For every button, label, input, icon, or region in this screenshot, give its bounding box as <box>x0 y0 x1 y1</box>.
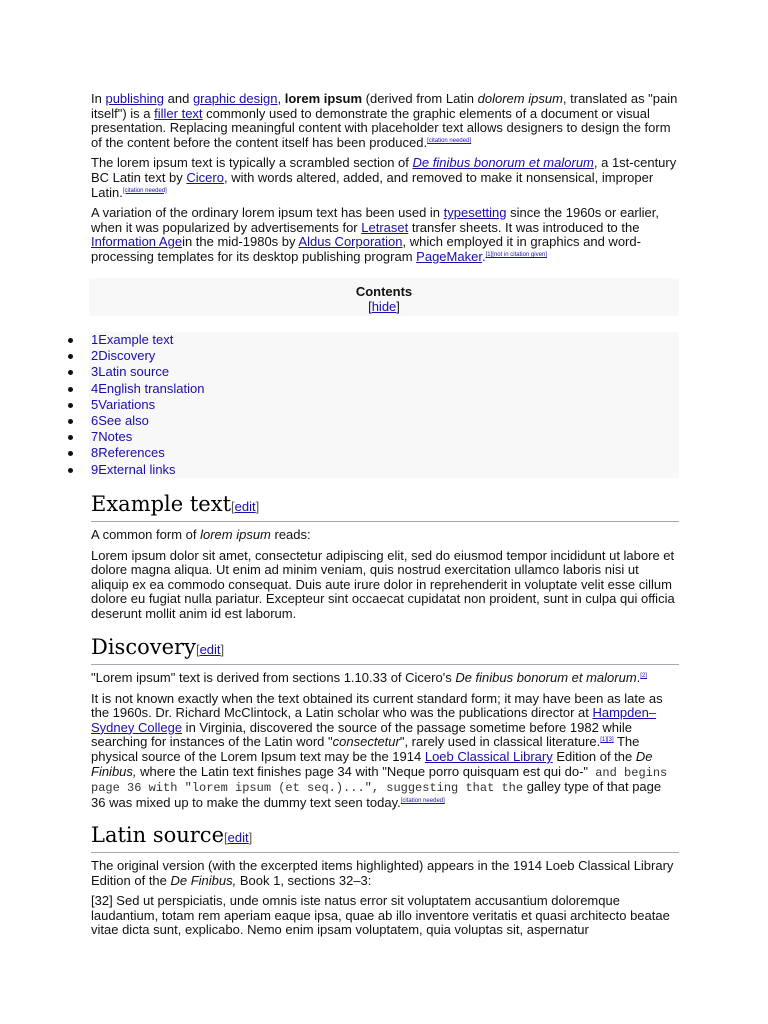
italic-term: lorem ipsum <box>200 527 271 542</box>
toc-number: 4 <box>91 380 99 396</box>
text: The lorem ipsum text is typically a scrambled section of <box>91 155 413 171</box>
heading-text: Example text <box>91 492 232 516</box>
toc-item[interactable] <box>89 364 679 380</box>
italic-term: dolorem ipsum <box>477 91 563 106</box>
text: , which employed it in graphics and word-processing templates for its desktop publishing program <box>91 234 641 264</box>
text: where the Latin text finishes page 34 with "Neque porro quisquam est qui do-" <box>136 763 589 779</box>
edit-control <box>224 830 252 845</box>
text: in Virginia, discovered the source of the passage sometime before 1982 while searching for instances of the Latin word " <box>91 719 633 750</box>
toc-item[interactable] <box>89 332 679 348</box>
toc-label[interactable]: Variations <box>98 396 156 412</box>
section-heading <box>91 822 679 853</box>
bracket: [ <box>368 299 372 314</box>
text: , with words altered, added, and removed to make it nonsensical, improper Latin. <box>91 169 654 200</box>
italic-term: De Finibus, <box>91 748 653 779</box>
toc-title: Contents <box>355 284 413 299</box>
link-loeb-classical-library[interactable]: Loeb Classical Library <box>424 748 553 764</box>
text: commonly used to demonstrate the graphic elements of a document or visual presentation. Replacing meaningful content with placeholder text allows designers to design the form of the content before the content itself has been produced. <box>91 105 671 150</box>
bracket: ] <box>220 642 225 657</box>
link-graphic-design[interactable]: graphic design <box>192 91 278 106</box>
text: transfer sheets. It was introduced to the <box>408 219 640 235</box>
edit-control <box>231 499 259 514</box>
toc-item[interactable] <box>89 445 679 461</box>
not-in-citation-link[interactable]: [not in citation given] <box>492 251 547 258</box>
text: reads: <box>270 527 311 542</box>
text: , a 1st-century BC Latin text by <box>91 155 677 185</box>
text: The physical source of the Lorem Ipsum text may be the 1914 <box>91 734 640 764</box>
text: It is not known exactly when the text obtained its current standard form; it may have been as late as the 1960s. Dr. Richard McClintock, a Latin scholar who was the publications director at <box>91 690 663 721</box>
text: galley type of that page 36 was mixed up to make the dummy text seen today. <box>91 779 662 810</box>
text: A common form of <box>91 527 201 542</box>
text: , translated as "pain itself") is a <box>91 91 678 121</box>
link-hampden-sydney[interactable]: Hampden–Sydney College <box>91 705 657 735</box>
text: (derived from Latin <box>362 91 478 106</box>
text: Edition of the <box>552 748 636 764</box>
toc-item[interactable] <box>89 413 679 429</box>
toc-item[interactable] <box>89 397 679 413</box>
toc-number: 9 <box>91 461 99 477</box>
text: ", rarely used in classical literature. <box>399 734 601 750</box>
toc-label[interactable]: Notes <box>98 429 133 445</box>
italic-term: De Finibus, <box>170 872 237 888</box>
intro-paragraph-1 <box>91 92 679 150</box>
text: . <box>636 670 641 685</box>
citation-needed-link[interactable]: [citation needed] <box>427 137 472 144</box>
toc-number: 8 <box>91 445 99 461</box>
toc-label[interactable]: English translation <box>98 380 205 396</box>
text: Book 1, sections 32–3: <box>236 872 372 888</box>
toc-hide-link[interactable]: hide <box>371 299 397 314</box>
link-filler-text[interactable]: filler text <box>154 105 203 121</box>
citation-link[interactable]: [1][3] <box>600 737 614 744</box>
monospace-text: and begins page 36 with "lorem ipsum (et seq.)...", suggesting that the <box>91 765 668 796</box>
toc-label[interactable]: Discovery <box>98 348 156 364</box>
citation-link[interactable]: [2] <box>640 673 647 679</box>
italic-term: consectetur <box>332 734 400 750</box>
toc-header <box>89 278 679 316</box>
link-de-finibus[interactable]: De finibus bonorum et malorum <box>412 155 594 171</box>
intro-paragraph-2 <box>91 156 679 200</box>
link-aldus[interactable]: Aldus Corporation <box>298 234 403 250</box>
paragraph <box>91 692 679 811</box>
paragraph <box>91 671 679 686</box>
bracket: ] <box>255 499 260 514</box>
bracket: [ <box>195 642 200 657</box>
toc-label[interactable]: References <box>98 445 165 461</box>
text: A variation of the ordinary lorem ipsum text has been used in <box>91 205 444 221</box>
toc-item[interactable] <box>89 381 679 397</box>
link-information-age[interactable]: Information Age <box>91 234 183 250</box>
edit-control <box>196 642 224 657</box>
link-typesetting[interactable]: typesetting <box>443 205 507 221</box>
toc-label[interactable]: Latin source <box>98 364 170 380</box>
text: In <box>91 91 106 106</box>
text: . <box>481 248 486 264</box>
bracket: ] <box>248 830 253 845</box>
heading-text: Discovery <box>91 635 196 659</box>
link-letraset[interactable]: Letraset <box>361 219 409 235</box>
toc-number: 5 <box>91 396 99 412</box>
link-pagemaker[interactable]: PageMaker <box>416 248 482 264</box>
bracket: [ <box>224 830 228 845</box>
citation-needed-link[interactable]: [citation needed] <box>122 187 167 194</box>
text: in the mid-1980s by <box>182 234 299 250</box>
edit-link[interactable]: edit <box>227 830 249 845</box>
toc-label[interactable]: External links <box>98 461 176 477</box>
toc-item[interactable] <box>89 429 679 445</box>
text: since the 1960s or earlier, when it was popularized by advertisements for <box>91 205 659 235</box>
toc-hide-control <box>89 299 679 315</box>
toc-number: 7 <box>91 429 99 445</box>
text: "Lorem ipsum" text is derived from sections 1.10.33 of Cicero's <box>91 670 456 685</box>
latin-quote-paragraph: [32] Sed ut perspiciatis, unde omnis iste natus error sit voluptatem accusantium doloremque laudantium, totam rem aperiam eaque ipsa, quae ab illo inventore veritatis et quasi architecto beatae vitae dicta sunt, explicabo. Nemo enim ipsam voluptatem, quia voluptas sit, aspernatur <box>91 893 670 938</box>
lorem-ipsum-paragraph: Lorem ipsum dolor sit amet, consectetur adipiscing elit, sed do eiusmod tempor incididunt ut labore et dolore magna aliqua. Ut enim ad minim veniam, quis nostrud exercitation ullamco laboris nisi ut aliquip ex ea commodo consequat. Duis aute irure dolor in reprehenderit in voluptate velit esse cillum dolore eu fugiat nulla pariatur. Excepteur sint occaecat cupidatat non proident, sunt in culpa qui officia deserunt mollit anim id est laborum. <box>91 547 675 621</box>
toc-number: 6 <box>91 412 99 428</box>
toc-label[interactable]: See also <box>98 412 149 428</box>
section-latin-source <box>91 822 679 944</box>
text: , <box>277 91 285 106</box>
intro-paragraph-3 <box>91 206 679 264</box>
paragraph <box>91 859 679 888</box>
bracket: ] <box>396 299 400 314</box>
paragraph <box>91 528 679 543</box>
section-example-text <box>91 491 679 628</box>
link-cicero[interactable]: Cicero <box>186 169 224 185</box>
citation-link[interactable]: [1] <box>485 251 493 258</box>
italic-term: De finibus bonorum et malorum <box>455 670 637 685</box>
heading-text: Latin source <box>91 823 224 847</box>
link-publishing[interactable]: publishing <box>105 91 165 106</box>
bracket: [ <box>231 499 235 514</box>
bold-term: lorem ipsum <box>284 91 363 106</box>
section-discovery <box>91 634 679 816</box>
toc-item[interactable] <box>89 348 679 364</box>
toc-list <box>89 332 679 478</box>
text: and <box>164 91 193 106</box>
edit-link[interactable]: edit <box>234 499 256 514</box>
text: The original version (with the excerpted items highlighted) appears in the 1914 Loeb Classical Library Edition of the <box>91 858 674 888</box>
toc-item[interactable] <box>89 462 679 478</box>
section-heading <box>91 634 679 665</box>
toc-number: 3 <box>91 364 99 380</box>
toc-label[interactable]: Example text <box>98 332 174 347</box>
toc-number: 1 <box>91 332 99 347</box>
citation-needed-link[interactable]: [citation needed] <box>400 797 445 804</box>
edit-link[interactable]: edit <box>199 642 221 657</box>
toc-number: 2 <box>91 348 99 364</box>
intro <box>91 92 679 271</box>
section-heading <box>91 491 679 522</box>
